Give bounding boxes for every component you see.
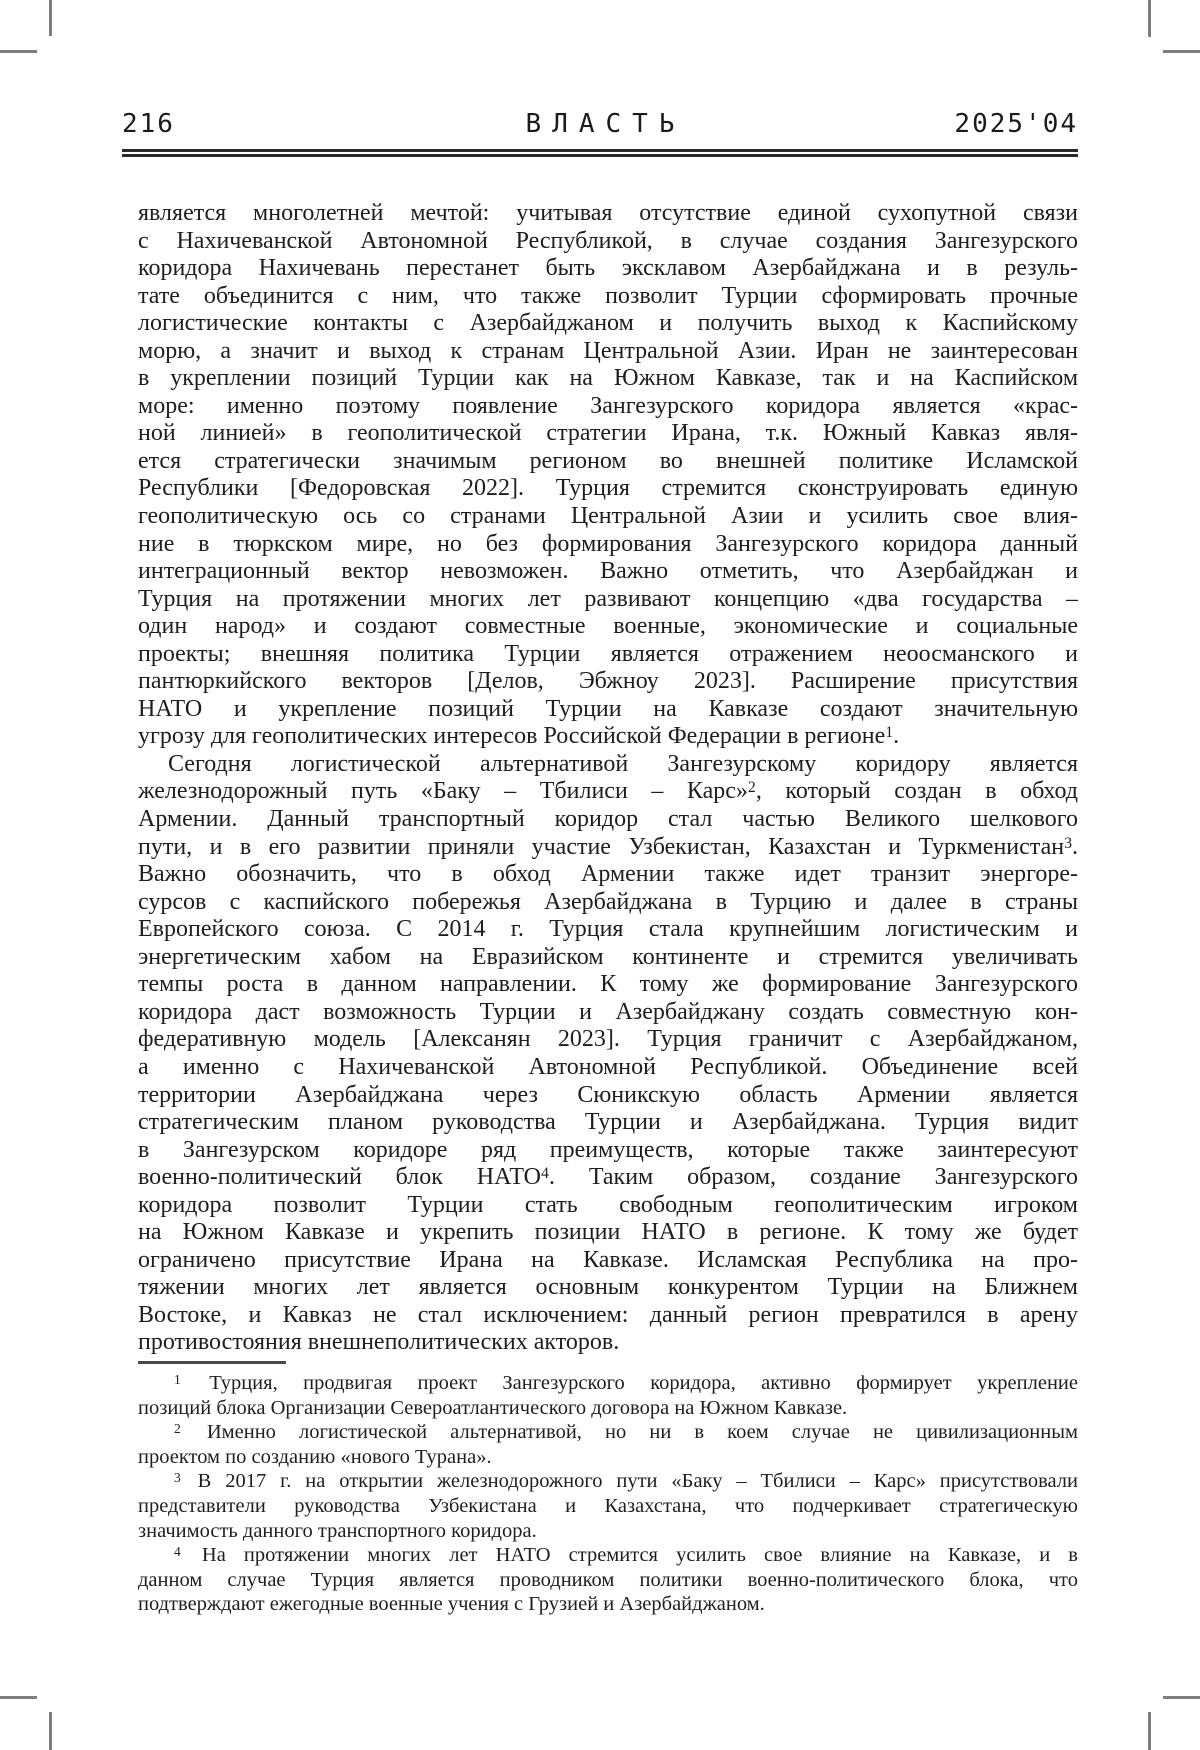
body-line: тяжении многих лет является основным конкурентом Турции на Ближнем xyxy=(138,1274,1078,1301)
header-double-rule xyxy=(122,149,1078,157)
footnote-marker: 4 xyxy=(541,1165,549,1183)
footnote-line: подтверждают ежегодные военные учения с Грузией и Азербайджаном. xyxy=(138,1593,765,1616)
footnote-line: $^3$ В 2017 г. на открытии железнодорожного пути «Баку – Тбилиси – Карс» присутствовали xyxy=(174,1470,1078,1493)
body-line: Важно обозначить, что в обход Армении также идет транзит энергоре- xyxy=(138,861,1078,888)
body-line: военно-политический блок НАТО$^4$. Таким образом, создание Зангезурского xyxy=(138,1164,1078,1191)
body-line: геополитическую ось со странами Центральной Азии и усилить свое влия- xyxy=(138,503,1078,530)
footnote-line: $^4$ На протяжении многих лет НАТО стремится усилить свое влияние на Кавказе, и в xyxy=(174,1544,1078,1567)
body-line: Республики [Федоровская 2022]. Турция стремится сконструировать единую xyxy=(138,475,1078,502)
footnotes xyxy=(138,1371,1078,1617)
body-line: ние в тюркском мире, но без формирования Зангезурского коридора данный xyxy=(138,530,1078,557)
body-line: темпы роста в данном направлении. К тому же формирование Зангезурского xyxy=(138,971,1078,998)
crop-mark-bottom-left-horizontal xyxy=(0,1696,37,1699)
text-column xyxy=(138,200,1078,1617)
body-line: море: именно поэтому появление Зангезурского коридора является «крас- xyxy=(138,392,1078,419)
footnote-marker: 2 xyxy=(174,1421,181,1437)
body-line: на Южном Кавказе и укрепить позиции НАТО в регионе. К тому же будет xyxy=(138,1219,1078,1246)
body-line: Сегодня логистической альтернативой Зангезурскому коридору является xyxy=(168,750,1078,777)
body-line: проекты; внешняя политика Турции является отражением неоосманского и xyxy=(138,640,1078,667)
body-line: морю, а значит и выход к странам Центральной Азии. Иран не заинтересован xyxy=(138,337,1078,364)
body-line: логистические контакты с Азербайджаном и получить выход к Каспийскому xyxy=(138,310,1078,337)
body-line: ется стратегически значимым регионом во внешней политике Исламской xyxy=(138,447,1078,474)
body-line: Турция на протяжении многих лет развивают концепцию «два государства – xyxy=(138,585,1078,612)
crop-mark-bottom-right-horizontal xyxy=(1163,1696,1200,1699)
footnote-line: $^1$ Турция, продвигая проект Зангезурского коридора, активно формирует укрепление xyxy=(174,1371,1078,1394)
body-line: пантюркийского векторов [Делов, Эбжноу 2023]. Расширение присутствия xyxy=(138,668,1078,695)
body-line: коридора Нахичевань перестанет быть эксклавом Азербайджана и в резуль- xyxy=(138,255,1078,282)
footnote xyxy=(138,1543,1078,1617)
running-head xyxy=(122,110,1078,138)
footnote-line: позиций блока Организации Североатлантического договора на Южном Кавказе. xyxy=(138,1396,848,1419)
footnote-marker: 4 xyxy=(174,1544,181,1560)
body-line: коридора позволит Турции стать свободным геополитическим игроком xyxy=(138,1191,1078,1218)
body-line: Европейского союза. С 2014 г. Турция стала крупнейшим логистическим и xyxy=(138,916,1078,943)
body-line: в Зангезурском коридоре ряд преимуществ, которые также заинтересуют xyxy=(138,1136,1078,1163)
body-line: является многолетней мечтой: учитывая отсутствие единой сухопутной связи xyxy=(138,200,1078,226)
footnote-marker: 2 xyxy=(747,779,756,797)
body-line: федеративную модель [Алексанян 2023]. Турция граничит с Азербайджаном, xyxy=(138,1026,1078,1053)
crop-mark-top-left-horizontal xyxy=(0,50,37,53)
body-line: интеграционный вектор невозможен. Важно отметить, что Азербайджан и xyxy=(138,558,1078,585)
body-line: Армении. Данный транспортный коридор стал частью Великого шелкового xyxy=(138,806,1078,833)
body-line: пути, и в его развитии приняли участие Узбекистан, Казахстан и Туркменистан$^3$. xyxy=(138,833,1078,860)
page-number: 216 xyxy=(122,109,175,139)
crop-mark-top-left-vertical xyxy=(49,0,52,36)
crop-mark-top-right-vertical xyxy=(1148,0,1151,37)
body-line: железнодорожный путь «Баку – Тбилиси – Карс»$^2$, который создан в обход xyxy=(138,778,1078,805)
crop-mark-top-right-horizontal xyxy=(1163,50,1200,53)
footnote-line: данном случае Турция является проводником политики военно-политического блока, что xyxy=(138,1568,1078,1591)
footnote xyxy=(138,1420,1078,1469)
body-line: в укреплении позиций Турции как на Южном Кавказе, так и на Каспийском xyxy=(138,365,1078,392)
footnote-line: проектом по созданию «нового Турана». xyxy=(138,1445,492,1468)
body-line: ограничено присутствие Ирана на Кавказе. Исламская Республика на про- xyxy=(138,1246,1078,1273)
body-text xyxy=(138,200,1078,1357)
journal-title: ВЛАСТЬ xyxy=(525,109,686,139)
footnote-line: представители руководства Узбекистана и Казахстана, что подчеркивает стратегическую xyxy=(138,1494,1078,1517)
footnote xyxy=(138,1371,1078,1420)
body-line: стратегическим планом руководства Турции и Азербайджана. Турция видит xyxy=(138,1109,1078,1136)
footnote-marker: 3 xyxy=(174,1470,181,1486)
footnote-marker: 1 xyxy=(174,1371,181,1387)
issue-number: 2025'04 xyxy=(954,109,1078,139)
footnote-marker: 1 xyxy=(885,724,894,742)
body-line: ной линией» в геополитической стратегии Ирана, т.к. Южный Кавказ явля- xyxy=(138,420,1078,447)
crop-mark-bottom-right-vertical xyxy=(1148,1712,1151,1750)
body-line: энергетическим хабом на Евразийском континенте и стремится увеличивать xyxy=(138,943,1078,970)
footnote-line: $^2$ Именно логистической альтернативой, но ни в коем случае не цивилизационным xyxy=(174,1421,1078,1444)
body-line: Востоке, и Кавказ не стал исключением: данный регион превратился в арену xyxy=(138,1301,1078,1328)
body-line: противостояния внешнеполитических акторов. xyxy=(138,1329,620,1356)
footnote-line: значимость данного транспортного коридора. xyxy=(138,1519,537,1542)
crop-mark-bottom-left-vertical xyxy=(49,1712,52,1750)
body-line: НАТО и укрепление позиций Турции на Кавказе создают значительную xyxy=(138,695,1078,722)
body-line: угрозу для геополитических интересов Российской Федерации в регионе$^1$. xyxy=(138,723,900,750)
body-line: тате объединится с ним, что также позволит Турции сформировать прочные xyxy=(138,282,1078,309)
body-line: коридора даст возможность Турции и Азербайджану создать совместную кон- xyxy=(138,998,1078,1025)
body-line: сурсов с каспийского побережья Азербайджана в Турцию и далее в страны xyxy=(138,888,1078,915)
body-line: а именно с Нахичеванской Автономной Республикой. Объединение всей xyxy=(138,1053,1078,1080)
body-line: один народ» и создают совместные военные, экономические и социальные xyxy=(138,613,1078,640)
footnote xyxy=(138,1469,1078,1543)
body-line: территории Азербайджана через Сюникскую область Армении является xyxy=(138,1081,1078,1108)
body-line: с Нахичеванской Автономной Республикой, в случае создания Зангезурского xyxy=(138,227,1078,254)
footnote-marker: 3 xyxy=(1064,834,1072,852)
footnote-separator-rule xyxy=(138,1361,286,1364)
